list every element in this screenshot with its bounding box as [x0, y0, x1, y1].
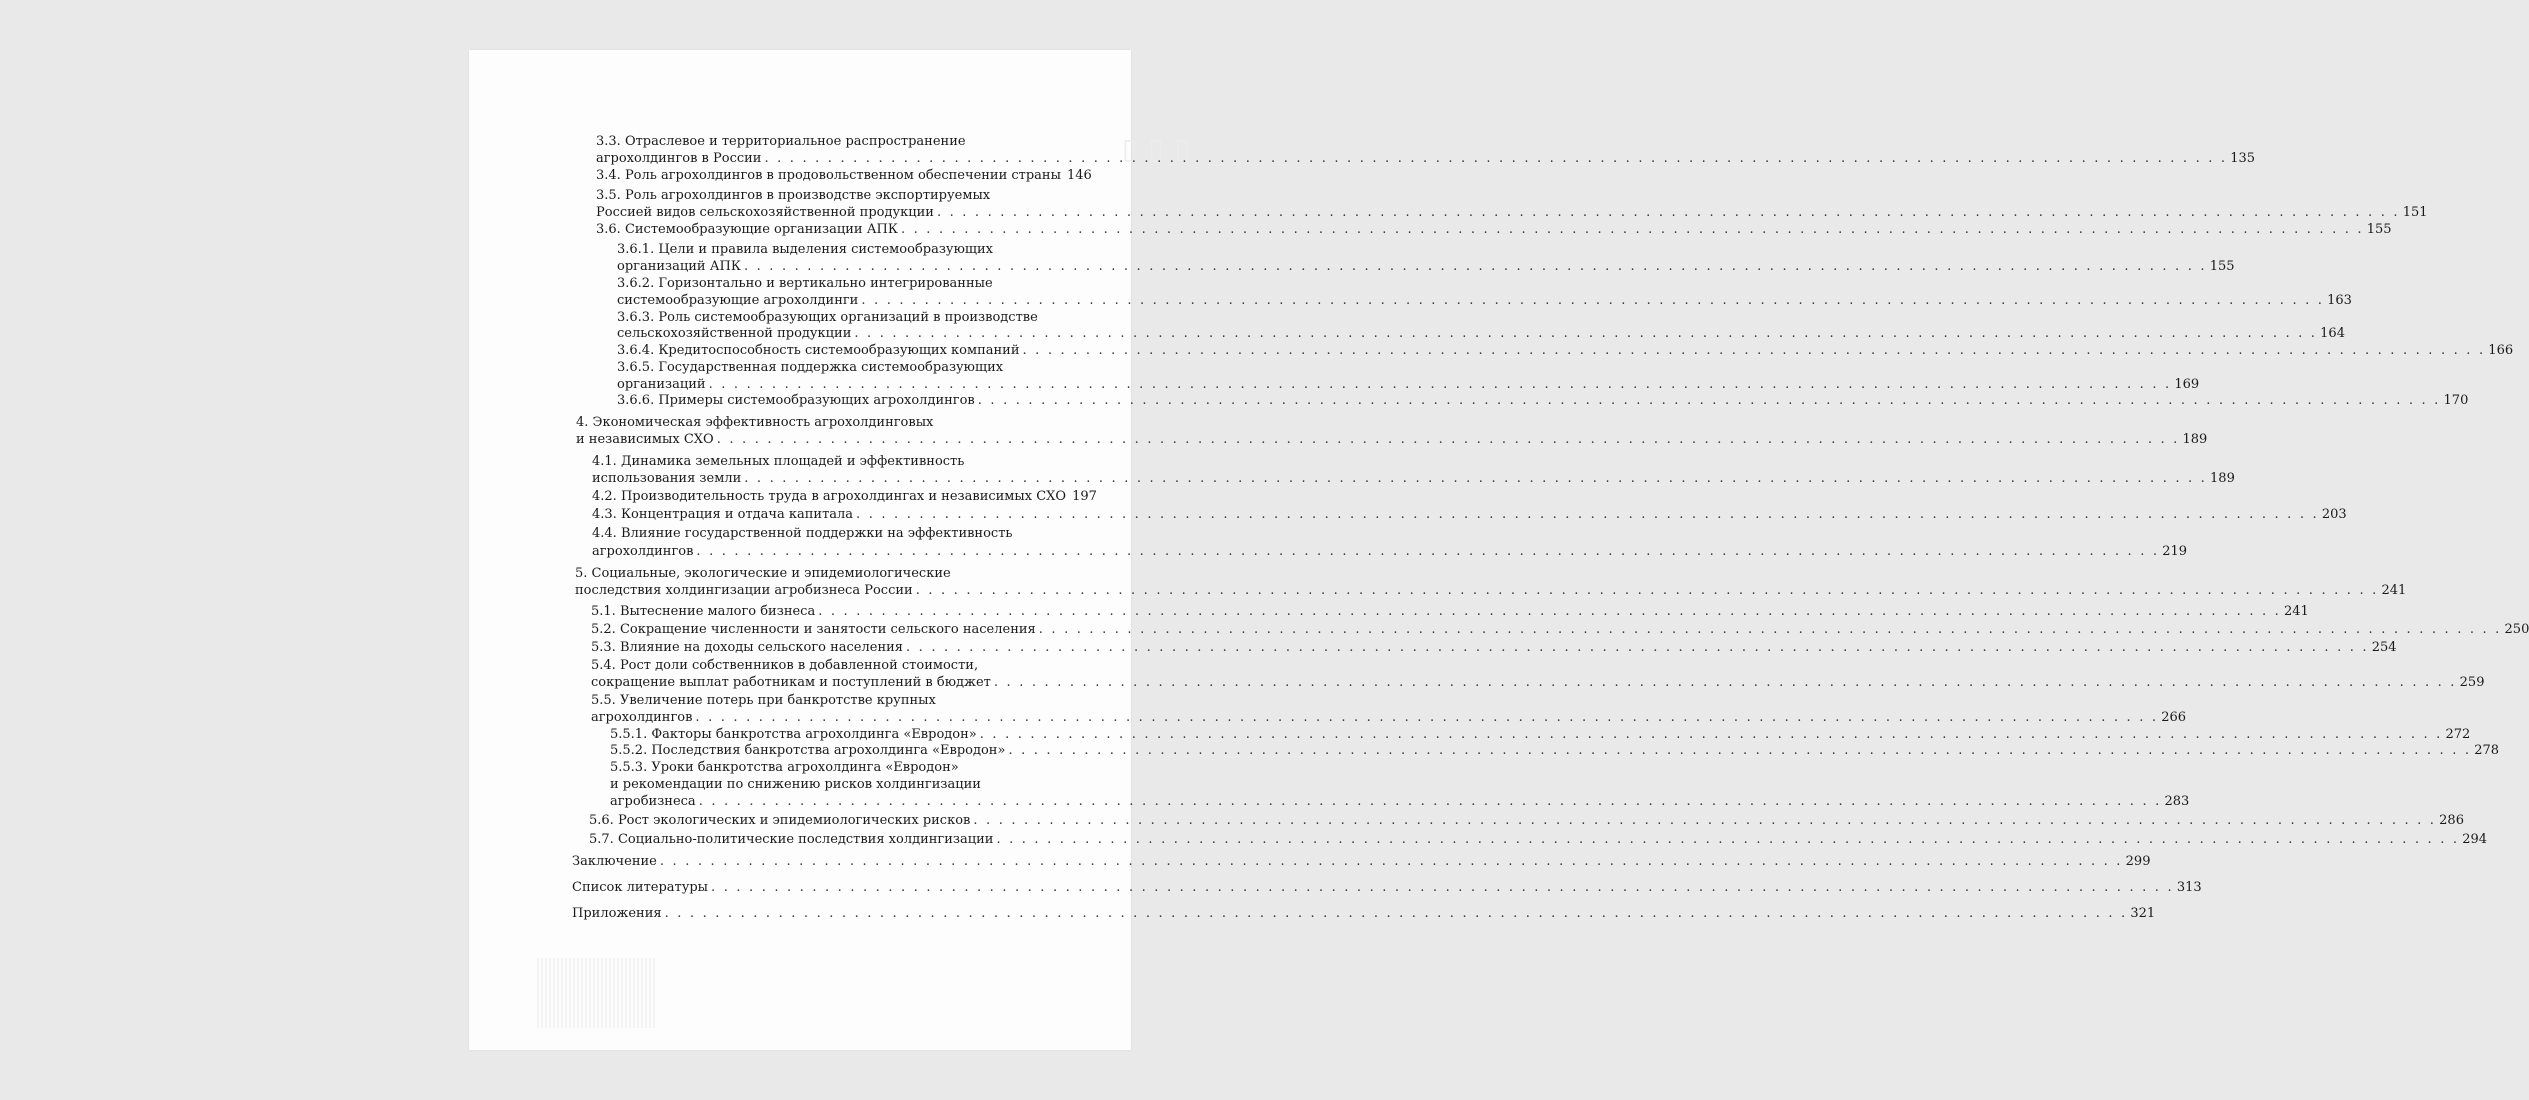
toc-entry-3-4	[596, 167, 1092, 184]
page-number: 241	[2381, 583, 2407, 598]
toc-entry-text: 3.6.4. Кредитоспособность системообразующих компаний	[617, 343, 1020, 358]
toc-entry-text: Приложения	[572, 906, 662, 921]
toc-entry-text: 3.6.6. Примеры системообразующих агрохолдингов	[617, 393, 975, 408]
page-number: 189	[2210, 471, 2235, 486]
toc-entry-4-4-line1: 4.4. Влияние государственной поддержки на эффективность	[592, 526, 1013, 541]
toc-entry-5-7	[589, 831, 2488, 848]
toc-entry-5-5-3	[610, 793, 2190, 810]
page-number: 250	[2504, 622, 2529, 637]
toc-entry-4-1	[592, 470, 2235, 487]
toc-entry-5-6	[589, 812, 2464, 829]
page-number: 155	[2209, 259, 2235, 274]
page-number: 155	[2366, 222, 2392, 237]
page-number: 164	[2320, 326, 2345, 341]
dot-leader	[699, 793, 2162, 810]
dot-leader	[916, 582, 2379, 599]
page-number: 135	[2230, 151, 2256, 166]
toc-entry-5	[575, 582, 2407, 599]
toc-entry-5-5-line1: 5.5. Увеличение потерь при банкротстве крупных	[591, 693, 936, 708]
toc-entry-text: организаций АПК	[617, 259, 741, 274]
toc-entry-3-6	[596, 221, 2392, 238]
dot-leader	[764, 150, 2227, 167]
dot-leader	[709, 376, 2172, 393]
dot-leader	[994, 674, 2457, 691]
toc-entry-text: Список литературы	[572, 880, 709, 895]
toc-entry-5-5-3-line2: и рекомендации по снижению рисков холдингизации	[610, 777, 981, 792]
toc-entry-3-5-line1: 3.5. Роль агрохолдингов в производстве экспортируемых	[596, 188, 991, 203]
dot-leader	[973, 812, 2436, 829]
dot-leader	[665, 905, 2128, 922]
toc-entry-text: 5.2. Сокращение численности и занятости сельского населения	[591, 622, 1036, 637]
dot-leader	[695, 709, 2158, 726]
toc-entry-4-4	[592, 543, 2188, 560]
toc-entry-text: организаций	[617, 377, 706, 392]
toc-entry-references	[572, 879, 2202, 896]
page-number: 286	[2439, 813, 2464, 828]
toc-entry-4-2	[592, 488, 1097, 505]
toc-entry-3-6-2-line1: 3.6.2. Горизонтально и вертикально интегрированные	[617, 276, 993, 291]
page-number: 219	[2162, 544, 2188, 559]
dot-leader	[744, 470, 2207, 487]
page-number: 166	[2488, 343, 2514, 358]
toc-entry-text: использования земли	[592, 471, 742, 486]
toc-entry-text: Россией видов сельскохозяйственной продукции	[596, 205, 934, 220]
dot-leader	[818, 603, 2281, 620]
dot-leader	[1008, 742, 2471, 759]
page-number: 278	[2474, 743, 2500, 758]
toc-entry-text: сокращение выплат работникам и поступлений в бюджет	[591, 675, 991, 690]
toc-entry-3-3	[596, 150, 2256, 167]
toc-entry-text: системообразующие агрохолдинги	[617, 293, 859, 308]
dot-leader	[711, 879, 2174, 896]
toc-entry-conclusion	[572, 853, 2151, 870]
toc-entry-text: 5.5.1. Факторы банкротства агрохолдинга «Евродон»	[610, 727, 977, 742]
toc-entry-text: сельскохозяйственной продукции	[617, 326, 852, 341]
toc-entry-5-5	[591, 709, 2187, 726]
toc-entry-3-6-5	[617, 376, 2200, 393]
toc-entry-text: 5.5.2. Последствия банкротства агрохолдинга «Евродон»	[610, 743, 1006, 758]
page-number: 146	[1066, 168, 1092, 183]
dot-leader	[660, 853, 2123, 870]
toc-entry-text: 3.6. Системообразующие организации АПК	[596, 222, 898, 237]
toc-entry-text: 5.6. Рост экологических и эпидемиологических рисков	[589, 813, 971, 828]
toc-entry-3-6-6	[617, 392, 2469, 409]
page-number: 169	[2174, 377, 2200, 392]
page-number: 241	[2284, 604, 2309, 619]
toc-entry-text: последствия холдингизации агробизнеса России	[575, 583, 913, 598]
toc-entry-3-6-2	[617, 292, 2352, 309]
dot-leader	[861, 292, 2324, 309]
page-number: 266	[2161, 710, 2187, 725]
toc-entry-text: агрохолдингов	[592, 544, 694, 559]
toc-entry-5-2	[591, 621, 2529, 638]
toc-entry-text: 3.4. Роль агрохолдингов в продовольственном обеспечении страны	[596, 168, 1061, 183]
toc-entry-text: 4.2. Производительность труда в агрохолдингах и независимых СХО	[592, 489, 1067, 504]
page-number: 170	[2443, 393, 2469, 408]
book-page	[469, 50, 2529, 1050]
toc-entry-text: Заключение	[572, 854, 657, 869]
toc-entry-appendices	[572, 905, 2156, 922]
dot-leader	[906, 639, 2369, 656]
toc-entry-4-line1: 4. Экономическая эффективность агрохолдинговых	[576, 415, 934, 430]
dot-leader	[1023, 342, 2486, 359]
page-number: 283	[2164, 794, 2190, 809]
page-number: 259	[2459, 675, 2485, 690]
toc-entry-3-6-3-line1: 3.6.3. Роль системообразующих организаций в производстве	[617, 310, 1038, 325]
toc-entry-5-3	[591, 639, 2397, 656]
dot-leader	[717, 431, 2180, 448]
toc-entry-4-3	[592, 506, 2347, 523]
toc-entry-text: и независимых СХО	[576, 432, 714, 447]
page-number: 313	[2176, 880, 2202, 895]
show-through-barcode	[537, 958, 657, 1028]
toc-entry-4-1-line1: 4.1. Динамика земельных площадей и эффективность	[592, 454, 965, 469]
toc-entry-3-3-line1: 3.3. Отраслевое и территориальное распространение	[596, 134, 966, 149]
toc-entry-3-6-3	[617, 325, 2345, 342]
dot-leader	[744, 258, 2207, 275]
dot-leader	[696, 543, 2159, 560]
toc-entry-5-4	[591, 674, 2485, 691]
toc-entry-5-5-3-line1: 5.5.3. Уроки банкротства агрохолдинга «Евродон»	[610, 760, 959, 775]
page-number: 203	[2321, 507, 2347, 522]
toc-entry-text: 5.3. Влияние на доходы сельского населения	[591, 640, 903, 655]
toc-entry-text: агробизнеса	[610, 794, 696, 809]
toc-entry-text: 4.3. Концентрация и отдача капитала	[592, 507, 854, 522]
toc-entry-5-4-line1: 5.4. Рост доли собственников в добавленной стоимости,	[591, 658, 979, 673]
dot-leader	[856, 506, 2319, 523]
toc-entry-5-5-2	[610, 742, 2500, 759]
dot-leader	[980, 726, 2443, 743]
dot-leader	[854, 325, 2317, 342]
toc-entry-5-1	[591, 603, 2309, 620]
toc-entry-text: агрохолдингов в России	[596, 151, 762, 166]
toc-entry-3-5	[596, 204, 2428, 221]
page-number: 197	[1072, 489, 1097, 504]
page-number: 163	[2327, 293, 2352, 308]
toc-entry-text: 5.7. Социально-политические последствия холдингизации	[589, 832, 994, 847]
toc-entry-3-6-1-line1: 3.6.1. Цели и правила выделения системообразующих	[617, 242, 993, 257]
page-number: 272	[2445, 727, 2471, 742]
page-number: 321	[2130, 906, 2156, 921]
page-number: 189	[2182, 432, 2208, 447]
dot-leader	[978, 392, 2441, 409]
dot-leader	[901, 221, 2364, 238]
dot-leader	[1039, 621, 2502, 638]
show-through-heading: ▯ ▯ ▯	[1121, 132, 1191, 165]
page-number: 151	[2402, 205, 2428, 220]
dot-leader	[996, 831, 2459, 848]
toc-entry-3-6-4	[617, 342, 2514, 359]
dot-leader	[937, 204, 2400, 221]
page-number: 299	[2125, 854, 2151, 869]
toc-entry-5-5-1	[610, 726, 2471, 743]
toc-entry-5-line1: 5. Социальные, экологические и эпидемиологические	[575, 566, 951, 581]
page-number: 254	[2371, 640, 2397, 655]
toc-entry-text: агрохолдингов	[591, 710, 693, 725]
toc-entry-3-6-1	[617, 258, 2235, 275]
toc-entry-3-6-5-line1: 3.6.5. Государственная поддержка системообразующих	[617, 360, 1004, 375]
page-number: 294	[2462, 832, 2488, 847]
toc-entry-text: 5.1. Вытеснение малого бизнеса	[591, 604, 816, 619]
toc-entry-4	[576, 431, 2208, 448]
